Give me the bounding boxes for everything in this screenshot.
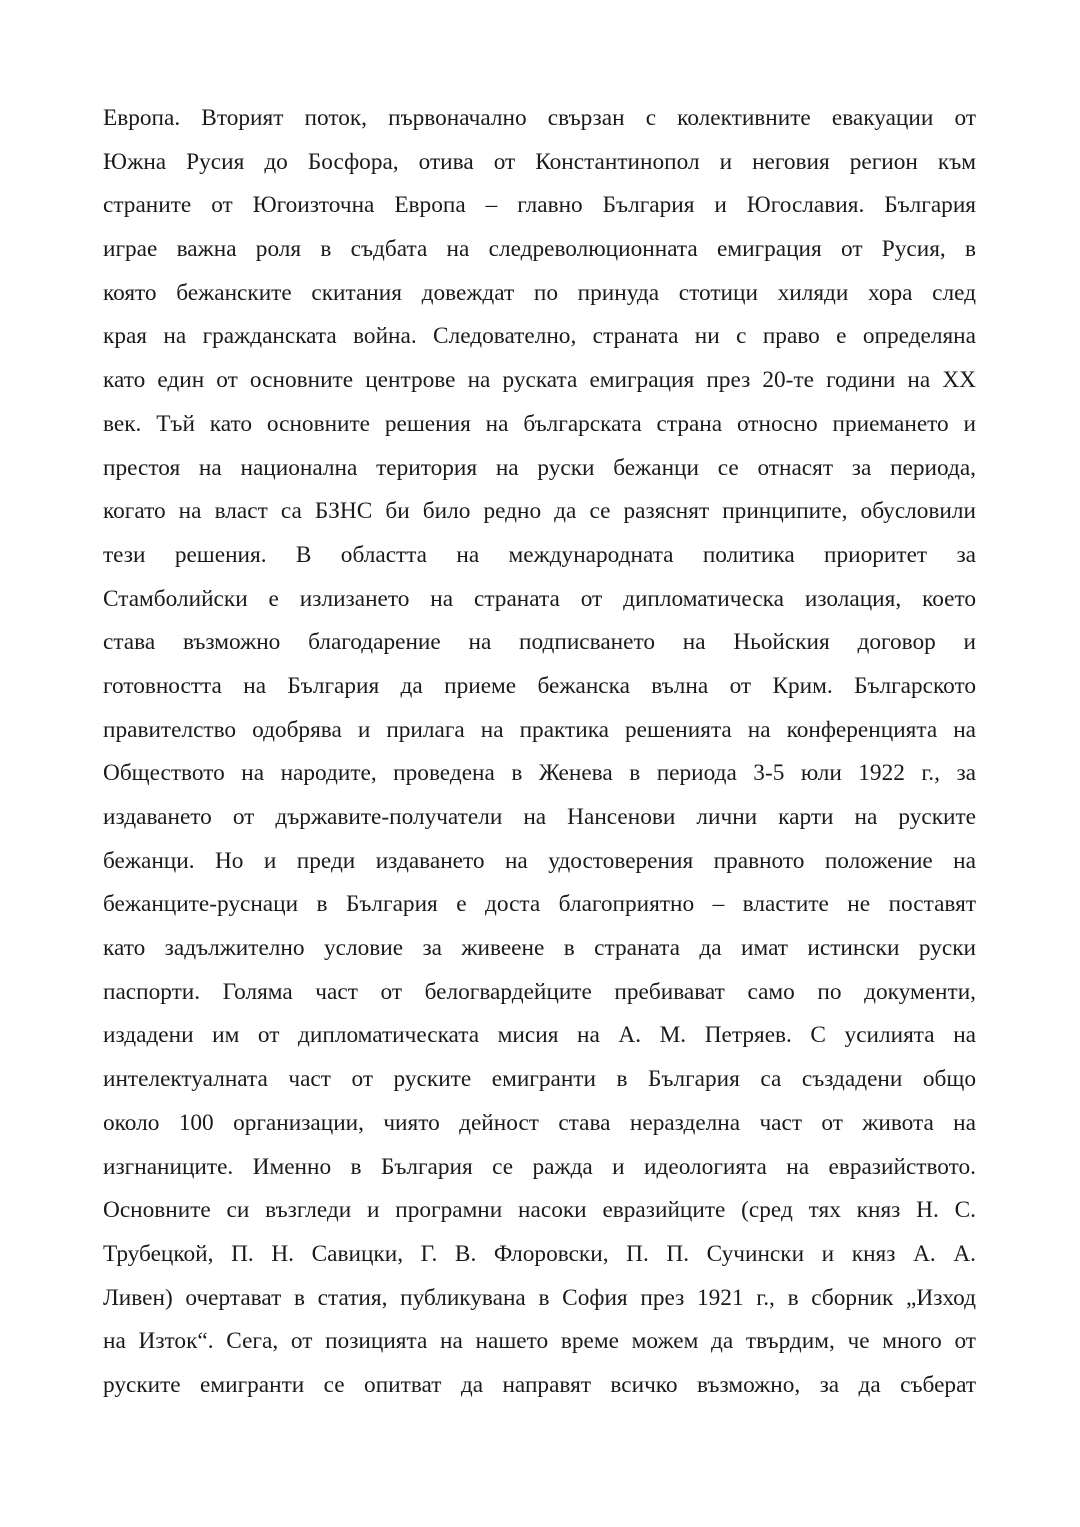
text-line: Европа. Вторият поток, първоначално свързан с колективните евакуации от (103, 105, 976, 131)
text-line: престоя на национална територия на руски бежанци се отнасят за периода, (103, 454, 976, 481)
text-line: като задължително условие за живеене в страната да имат истински руски (103, 935, 976, 962)
text-line: издаването от държавите-получатели на Нансенови лични карти на руските (103, 804, 976, 830)
text-line: Основните си възгледи и програмни насоки евразийците (сред тях княз Н. С. (103, 1197, 976, 1224)
text-line: става възможно благодарение на подписването на Ньойския договор и (103, 629, 976, 656)
text-line: когато на власт са БЗНС би било редно да се разяснят принципите, обусловили (103, 498, 976, 525)
text-line: Стамболийски е излизането на страната от дипломатическа изолация, което (103, 585, 976, 612)
text-line: тези решения. В областта на международната политика приоритет за (103, 541, 976, 568)
text-line: Трубецкой, П. Н. Савицки, Г. В. Флоровски, П. П. Сучински и княз А. А. (103, 1240, 976, 1267)
text-line: интелектуалната част от руските емигранти в България са създадени общо (103, 1066, 976, 1093)
text-line: на Изток“. Сега, от позицията на нашето време можем да твърдим, че много от (103, 1328, 976, 1355)
text-line: която бежанските скитания довеждат по принуда стотици хиляди хора след (103, 279, 976, 306)
text-line: Южна Русия до Босфора, отива от Константинопол и неговия регион към (103, 148, 976, 175)
text-line: готовността на България да приеме бежанска вълна от Крим. Българското (103, 672, 976, 699)
text-line: век. Тъй като основните решения на българската страна относно приемането и (103, 410, 976, 437)
text-line: като един от основните центрове на руската емиграция през 20-те години на XX (103, 367, 976, 394)
body-text (103, 97, 976, 1408)
text-line: края на гражданската война. Следователно, страната ни с право е определяна (103, 323, 976, 350)
text-line: руските емигранти се опитват да направят всичко възможно, за да съберат (103, 1371, 976, 1398)
text-line: страните от Югоизточна Европа – главно България и Югославия. България (103, 192, 976, 219)
text-line: правителство одобрява и прилага на практика решенията на конференцията на (103, 716, 976, 743)
text-line: Обществото на народите, проведена в Женева в периода 3-5 юли 1922 г., за (103, 760, 976, 787)
text-line: бежанците-руснаци в България е доста благоприятно – властите не поставят (103, 891, 976, 918)
text-line: играе важна роля в съдбата на следреволюционната емиграция от Русия, в (103, 236, 976, 263)
text-line: около 100 организации, чиято дейност става неразделна част от живота на (103, 1109, 976, 1136)
text-line: паспорти. Голяма част от белогвардейците пребивават само по документи, (103, 978, 976, 1005)
text-line: издадени им от дипломатическата мисия на А. М. Петряев. С усилията на (103, 1022, 976, 1049)
text-line: изгнаниците. Именно в България се ражда и идеологията на евразийството. (103, 1153, 976, 1180)
text-line: бежанци. Но и преди издаването на удостоверения правното положение на (103, 847, 976, 874)
text-line: Ливен) очертават в статия, публикувана в София през 1921 г., в сборник „Изход (103, 1284, 976, 1311)
